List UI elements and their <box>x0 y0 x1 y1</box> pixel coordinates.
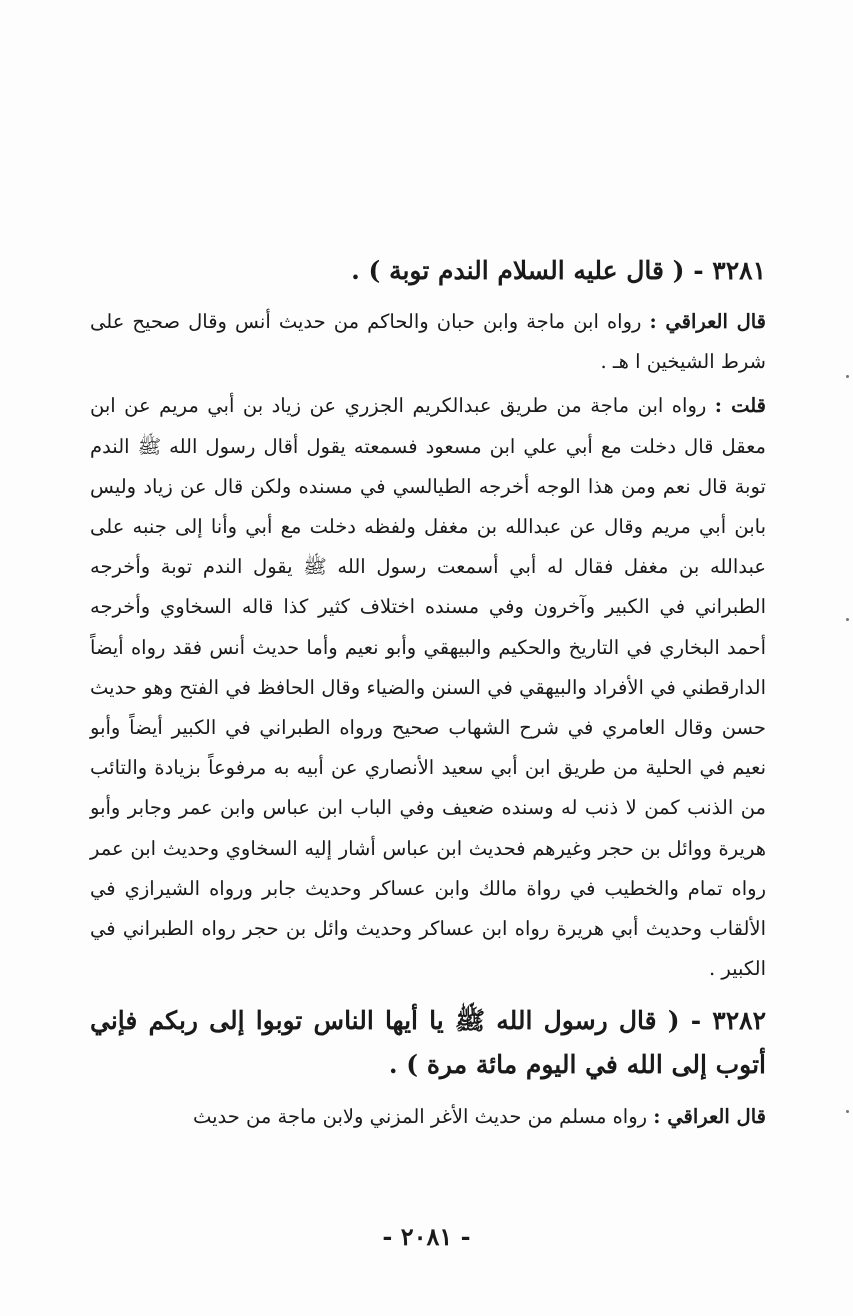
entry-3282-heading: ٣٢٨٢ - ( قال رسول الله ﷺ يا أيها الناس توبوا إلى ربكم فإني أتوب إلى الله في اليوم مائة مرة ) . <box>90 1006 766 1080</box>
iraqi-label: قال العراقي : <box>653 1105 766 1129</box>
page-content <box>90 250 766 1138</box>
commentary-text: رواه ابن ماجة من طريق عبدالكريم الجزري عن زياد بن أبي مريم عن ابن معقل قال دخلت مع أبي علي ابن مسعود فسمعته يقول أقال رسول الله ﷺ الندم توبة قال نعم ومن هذا الوجه أخرجه الطيالسي في مسنده ولكن قال عن زياد وليس بابن أبي مريم وقال عن عبدالله بن مغفل ولفظه دخلت مع أبي وأنا إلى جنبه على عبدالله بن مغفل فقال له أبي أسمعت رسول الله ﷺ يقول الندم توبة وأخرجه الطبراني في الكبير وآخرون وفي مسنده اختلاف كثير كذا قاله السخاوي وأخرجه أحمد البخاري في التاريخ والحكيم والبيهقي وأبو نعيم وأما حديث أنس فقد رواه أيضاً الدارقطني في الأفراد والبيهقي في السنن والضياء وقال الحافظ في الفتح وهو حديث حسن وقال العامري في شرح الشهاب صحيح ورواه الطبراني في الكبير أيضاً وأبو نعيم في الحلية من طريق ابن أبي سعيد الأنصاري عن أبيه به مرفوعاً بزيادة والتائب من الذنب كمن لا ذنب له وسنده ضعيف وفي الباب ابن عباس وابن عمر وجابر وأبو هريرة ووائل بن حجر وغيرهم فحديث ابن عباس أشار إليه السخاوي وحديث ابن عمر رواه تمام والخطيب في رواة مالك وابن عساكر وحديث جابر ورواه الشيرازي في الألقاب وحديث أبي هريرة رواه ابن عساكر وحديث وائل بن حجر رواه الطبراني في الكبير . <box>90 394 766 981</box>
qultu-label: قلت : <box>714 394 766 418</box>
iraqi-text: رواه مسلم من حديث الأغر المزني ولابن ماجة من حديث <box>192 1105 654 1129</box>
page-number: - ٢٠٨١ - <box>382 1222 471 1251</box>
entry-3282-iraqi-paragraph <box>90 1097 766 1137</box>
iraqi-text: رواه ابن ماجة وابن حبان والحاكم من حديث أنس وقال صحيح على شرط الشيخين ا هـ . <box>90 310 766 374</box>
entry-3281-commentary-paragraph <box>90 386 766 989</box>
iraqi-label: قال العراقي : <box>649 310 766 333</box>
margin-dot <box>846 375 849 378</box>
margin-dot <box>846 618 849 621</box>
entry-3281-heading: ٣٢٨١ - ( قال عليه السلام الندم توبة ) . <box>351 256 766 285</box>
margin-dot <box>846 1110 849 1113</box>
entry-3281-iraqi-paragraph <box>90 302 766 382</box>
